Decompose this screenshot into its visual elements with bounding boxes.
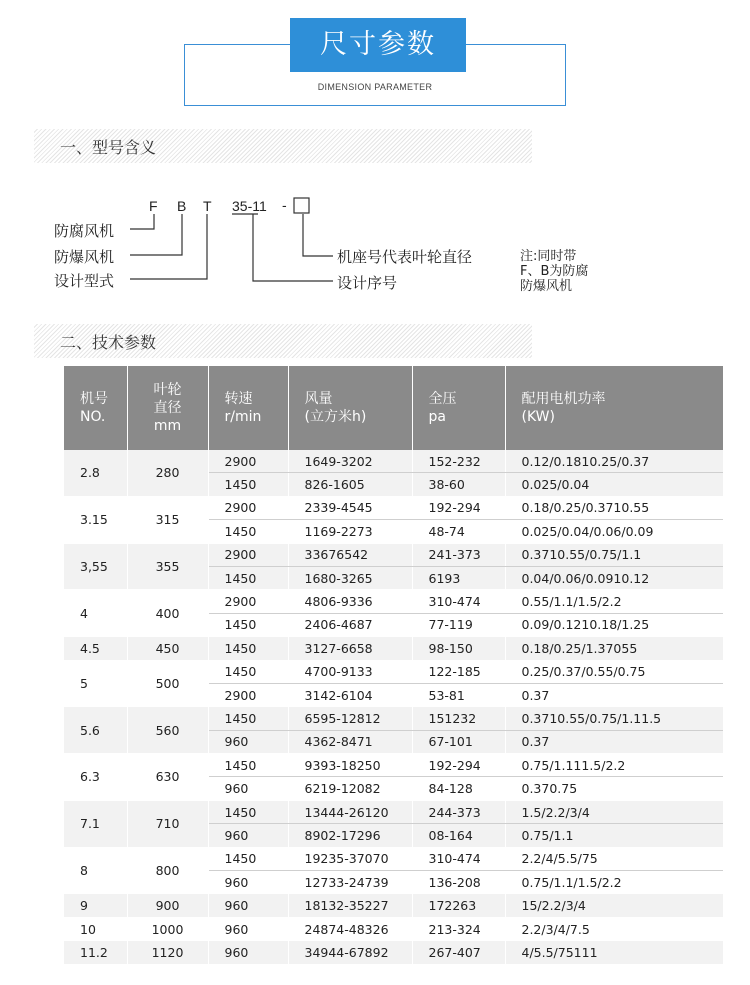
cell-no: 5 bbox=[64, 660, 127, 707]
cell-flow: 6595-12812 bbox=[288, 707, 412, 730]
cell-speed: 2900 bbox=[208, 450, 288, 473]
cell-pressure: 136-208 bbox=[412, 871, 505, 894]
cell-flow: 3142-6104 bbox=[288, 683, 412, 706]
cell-pressure: 192-294 bbox=[412, 496, 505, 519]
cell-speed: 1450 bbox=[208, 754, 288, 777]
table-row bbox=[64, 754, 723, 777]
cell-flow: 13444-26120 bbox=[288, 800, 412, 823]
cell-flow: 6219-12082 bbox=[288, 777, 412, 800]
cell-speed: 1450 bbox=[208, 707, 288, 730]
cell-no: 2.8 bbox=[64, 450, 127, 496]
cell-speed: 2900 bbox=[208, 543, 288, 566]
cell-motor-power: 0.18/0.25/1.37055 bbox=[505, 637, 723, 660]
table-row bbox=[64, 543, 723, 566]
cell-speed: 960 bbox=[208, 941, 288, 964]
label-explosion-proof-fan: 防爆风机 bbox=[54, 248, 115, 266]
header-flow: 风量 (立方米h) bbox=[288, 366, 412, 450]
cell-speed: 1450 bbox=[208, 847, 288, 870]
cell-flow: 826-1605 bbox=[288, 473, 412, 496]
model-note bbox=[520, 249, 588, 294]
cell-flow: 1649-3202 bbox=[288, 450, 412, 473]
cell-impeller-diameter: 560 bbox=[127, 707, 208, 754]
code-letter-b: B bbox=[177, 198, 187, 214]
cell-speed: 960 bbox=[208, 730, 288, 753]
cell-pressure: 98-150 bbox=[412, 637, 505, 660]
cell-pressure: 172263 bbox=[412, 894, 505, 917]
note-line: F、B为防腐 bbox=[520, 264, 589, 279]
cell-impeller-diameter: 630 bbox=[127, 754, 208, 801]
label-design-sequence: 设计序号 bbox=[337, 274, 398, 292]
cell-pressure: 53-81 bbox=[412, 683, 505, 706]
cell-motor-power: 0.55/1.1/1.5/2.2 bbox=[505, 590, 723, 613]
cell-speed: 960 bbox=[208, 824, 288, 847]
cell-flow: 9393-18250 bbox=[288, 754, 412, 777]
cell-pressure: 152-232 bbox=[412, 450, 505, 473]
cell-speed: 1450 bbox=[208, 520, 288, 543]
square-placeholder-icon bbox=[294, 198, 309, 213]
cell-pressure: 241-373 bbox=[412, 543, 505, 566]
section-technical-parameters bbox=[34, 324, 532, 358]
cell-flow: 1680-3265 bbox=[288, 566, 412, 589]
cell-pressure: 77-119 bbox=[412, 613, 505, 636]
cell-pressure: 310-474 bbox=[412, 847, 505, 870]
cell-pressure: 244-373 bbox=[412, 800, 505, 823]
table-row bbox=[64, 450, 723, 473]
cell-flow: 1169-2273 bbox=[288, 520, 412, 543]
cell-impeller-diameter: 315 bbox=[127, 496, 208, 543]
cell-flow: 4362-8471 bbox=[288, 730, 412, 753]
table-row bbox=[64, 707, 723, 730]
cell-pressure: 48-74 bbox=[412, 520, 505, 543]
header-no: 机号 NO. bbox=[64, 366, 127, 450]
cell-impeller-diameter: 355 bbox=[127, 543, 208, 590]
cell-motor-power: 0.37 bbox=[505, 683, 723, 706]
cell-speed: 1450 bbox=[208, 566, 288, 589]
cell-flow: 12733-24739 bbox=[288, 871, 412, 894]
cell-no: 3.15 bbox=[64, 496, 127, 543]
cell-pressure: 310-474 bbox=[412, 590, 505, 613]
code-letter-f: F bbox=[149, 198, 158, 214]
cell-speed: 960 bbox=[208, 917, 288, 940]
table-row bbox=[64, 847, 723, 870]
cell-motor-power: 0.025/0.04/0.06/0.09 bbox=[505, 520, 723, 543]
cell-pressure: 38-60 bbox=[412, 473, 505, 496]
cell-flow: 2339-4545 bbox=[288, 496, 412, 519]
cell-impeller-diameter: 500 bbox=[127, 660, 208, 707]
cell-speed: 1450 bbox=[208, 473, 288, 496]
cell-flow: 19235-37070 bbox=[288, 847, 412, 870]
cell-flow: 18132-35227 bbox=[288, 894, 412, 917]
cell-speed: 1450 bbox=[208, 800, 288, 823]
cell-no: 5.6 bbox=[64, 707, 127, 754]
cell-speed: 2900 bbox=[208, 496, 288, 519]
label-design-type: 设计型式 bbox=[54, 272, 115, 290]
cell-impeller-diameter: 900 bbox=[127, 894, 208, 917]
cell-speed: 960 bbox=[208, 871, 288, 894]
header-impeller-diameter: 叶轮 直径 mm bbox=[127, 366, 208, 450]
cell-no: 11.2 bbox=[64, 941, 127, 964]
note-line: 注:同时带 bbox=[520, 249, 577, 264]
cell-motor-power: 0.75/1.1/1.5/2.2 bbox=[505, 871, 723, 894]
label-anticorrosion-fan: 防腐风机 bbox=[54, 222, 115, 240]
cell-motor-power: 0.025/0.04 bbox=[505, 473, 723, 496]
table-row bbox=[64, 800, 723, 823]
cell-flow: 2406-4687 bbox=[288, 613, 412, 636]
cell-flow: 4806-9336 bbox=[288, 590, 412, 613]
cell-pressure: 67-101 bbox=[412, 730, 505, 753]
cell-pressure: 122-185 bbox=[412, 660, 505, 683]
cell-no: 10 bbox=[64, 917, 127, 940]
cell-motor-power: 0.12/0.1810.25/0.37 bbox=[505, 450, 723, 473]
cell-pressure: 192-294 bbox=[412, 754, 505, 777]
cell-pressure: 267-407 bbox=[412, 941, 505, 964]
cell-pressure: 213-324 bbox=[412, 917, 505, 940]
table-row bbox=[64, 894, 723, 917]
header-speed: 转速 r/min bbox=[208, 366, 288, 450]
table-row bbox=[64, 637, 723, 660]
cell-pressure: 08-164 bbox=[412, 824, 505, 847]
cell-flow: 33676542 bbox=[288, 543, 412, 566]
note-line: 防爆风机 bbox=[520, 279, 573, 294]
cell-motor-power: 15/2.2/3/4 bbox=[505, 894, 723, 917]
cell-impeller-diameter: 1120 bbox=[127, 941, 208, 964]
cell-motor-power: 4/5.5/75111 bbox=[505, 941, 723, 964]
code-letter-t: T bbox=[203, 198, 212, 214]
cell-speed: 960 bbox=[208, 777, 288, 800]
parameter-table bbox=[64, 366, 723, 965]
cell-flow: 24874-48326 bbox=[288, 917, 412, 940]
cell-motor-power: 2.2/4/5.5/75 bbox=[505, 847, 723, 870]
cell-flow: 34944-67892 bbox=[288, 941, 412, 964]
cell-motor-power: 0.75/1.111.5/2.2 bbox=[505, 754, 723, 777]
section-title: 二、技术参数 bbox=[60, 333, 157, 352]
cell-no: 6.3 bbox=[64, 754, 127, 801]
cell-flow: 4700-9133 bbox=[288, 660, 412, 683]
cell-flow: 3127-6658 bbox=[288, 637, 412, 660]
cell-no: 4.5 bbox=[64, 637, 127, 660]
cell-pressure: 151232 bbox=[412, 707, 505, 730]
table-row bbox=[64, 590, 723, 613]
table-row bbox=[64, 941, 723, 964]
cell-motor-power: 0.3710.55/0.75/1.11.5 bbox=[505, 707, 723, 730]
cell-speed: 1450 bbox=[208, 613, 288, 636]
cell-motor-power: 0.37 bbox=[505, 730, 723, 753]
cell-no: 9 bbox=[64, 894, 127, 917]
page-subtitle: DIMENSION PARAMETER bbox=[317, 82, 433, 92]
cell-pressure: 84-128 bbox=[412, 777, 505, 800]
label-seat-number-meaning: 机座号代表叶轮直径 bbox=[337, 248, 473, 266]
cell-motor-power: 0.04/0.06/0.0910.12 bbox=[505, 566, 723, 589]
cell-motor-power: 0.18/0.25/0.3710.55 bbox=[505, 496, 723, 519]
cell-impeller-diameter: 280 bbox=[127, 450, 208, 496]
cell-motor-power: 0.25/0.37/0.55/0.75 bbox=[505, 660, 723, 683]
cell-no: 7.1 bbox=[64, 800, 127, 847]
cell-impeller-diameter: 710 bbox=[127, 800, 208, 847]
header-motor-power: 配用电机功率 (KW) bbox=[505, 366, 723, 450]
cell-motor-power: 2.2/3/4/7.5 bbox=[505, 917, 723, 940]
cell-pressure: 6193 bbox=[412, 566, 505, 589]
table-row bbox=[64, 660, 723, 683]
table-row bbox=[64, 496, 723, 519]
cell-speed: 2900 bbox=[208, 683, 288, 706]
cell-impeller-diameter: 800 bbox=[127, 847, 208, 894]
cell-flow: 8902-17296 bbox=[288, 824, 412, 847]
cell-no: 3,55 bbox=[64, 543, 127, 590]
table-row bbox=[64, 917, 723, 940]
cell-speed: 2900 bbox=[208, 590, 288, 613]
cell-motor-power: 0.370.75 bbox=[505, 777, 723, 800]
code-dash: - bbox=[282, 197, 287, 213]
cell-speed: 1450 bbox=[208, 660, 288, 683]
page-title: 尺寸参数 bbox=[290, 18, 466, 72]
cell-speed: 960 bbox=[208, 894, 288, 917]
code-seat-number: 35-11 bbox=[232, 198, 267, 214]
header-pressure: 全压 pa bbox=[412, 366, 505, 450]
cell-motor-power: 0.09/0.1210.18/1.25 bbox=[505, 613, 723, 636]
cell-speed: 1450 bbox=[208, 637, 288, 660]
cell-motor-power: 0.75/1.1 bbox=[505, 824, 723, 847]
cell-impeller-diameter: 400 bbox=[127, 590, 208, 637]
table-header-row bbox=[64, 366, 723, 450]
section-title: 一、型号含义 bbox=[60, 138, 157, 157]
cell-impeller-diameter: 450 bbox=[127, 637, 208, 660]
cell-impeller-diameter: 1000 bbox=[127, 917, 208, 940]
cell-no: 8 bbox=[64, 847, 127, 894]
table-body bbox=[64, 450, 723, 964]
cell-motor-power: 1.5/2.2/3/4 bbox=[505, 800, 723, 823]
cell-motor-power: 0.3710.55/0.75/1.1 bbox=[505, 543, 723, 566]
cell-no: 4 bbox=[64, 590, 127, 637]
